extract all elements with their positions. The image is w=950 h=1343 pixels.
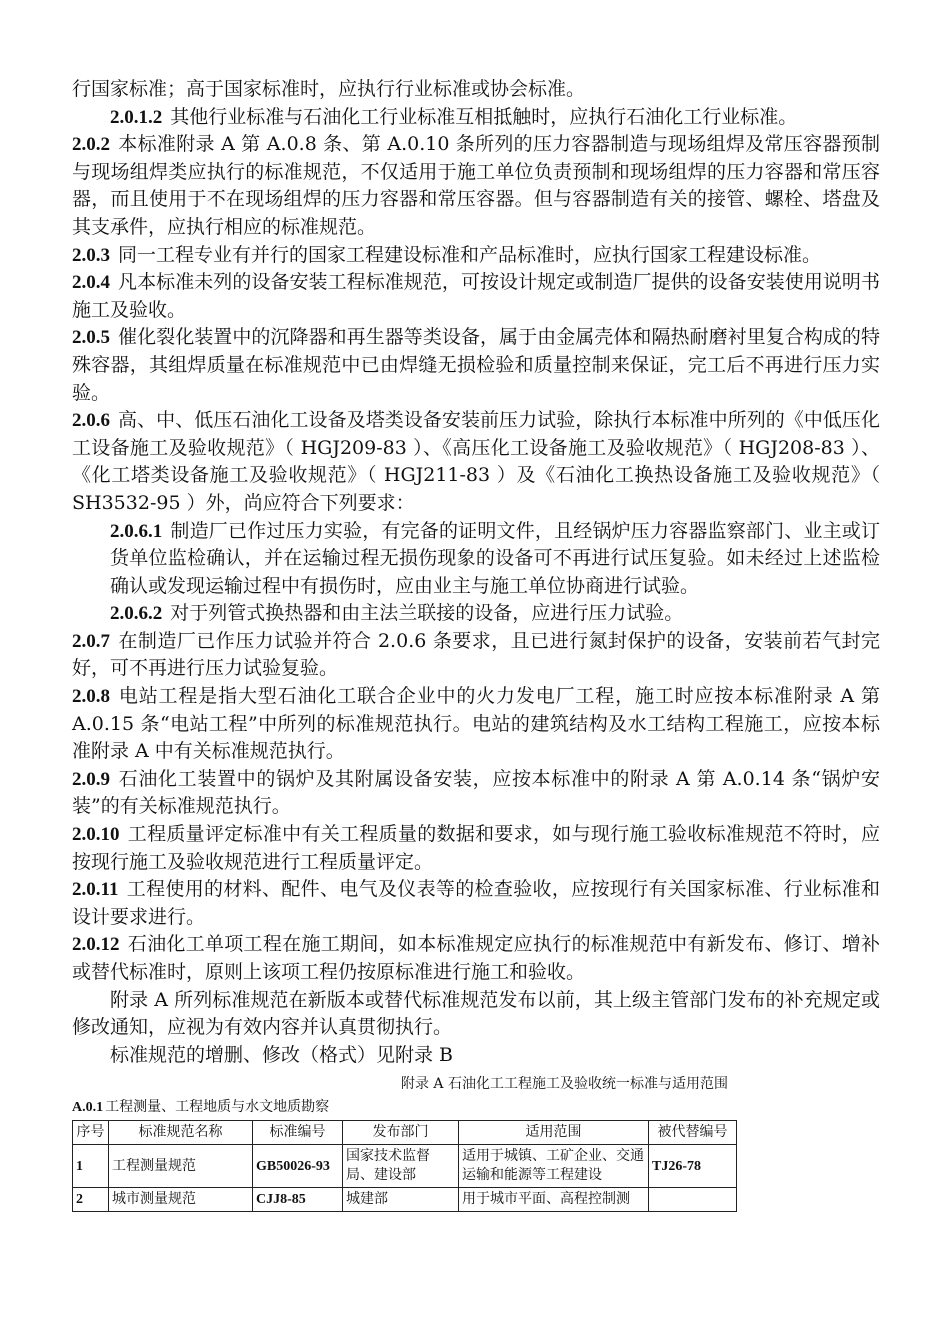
replaced-code — [649, 1188, 737, 1212]
col-header: 适用范围 — [459, 1121, 649, 1145]
clause-2-0-6-2 — [72, 600, 880, 628]
clause-text: 高、中、低压石油化工设备及塔类设备安装前压力试验，除执行本标准中所列的《中低压化工设备施工及验收规范》（ HGJ209-83 ）、《高压化工设备施工及验收规范》（ HGJ208-83 ）、《化工塔类设备施工及验收规范》（ HGJ211-83 ）及《石油化工换热设备施工及验收规范》（ SH3532-95 ）外，尚应符合下列要求： — [72, 409, 880, 514]
clause-number: 2.0.12 — [72, 934, 120, 956]
col-header: 标准规范名称 — [109, 1121, 253, 1145]
clause-number: 2.0.11 — [72, 879, 119, 901]
clause-text: 同一工程专业有并行的国家工程建设标准和产品标准时，应执行国家工程建设标准。 — [118, 243, 822, 266]
clause-text: 石油化工单项工程在施工期间，如本标准规定应执行的标准规范中有新发布、修订、增补或替代标准时，原则上该项工程仍按原标准进行施工和验收。 — [72, 933, 880, 983]
clause-number: 2.0.2 — [72, 134, 110, 156]
document-page — [72, 76, 880, 1212]
clause-2-0-12 — [72, 931, 880, 986]
clause-text: 附录 A 所列标准规范在新版本或替代标准规范发布以前，其上级主管部门发布的补充规定或修改通知，应视为有效内容并认真贯彻执行。 — [72, 988, 880, 1039]
row-number: 1 — [73, 1145, 109, 1188]
clause-2-0-8 — [72, 683, 880, 766]
scope: 适用于城镇、工矿企业、交通运输和能源等工程建设 — [459, 1145, 649, 1188]
standard-name: 工程测量规范 — [109, 1145, 253, 1188]
clause-text: 制造厂已作过压力实验，有完备的证明文件，且经锅炉压力容器监察部门、业主或订货单位监检确认，并在运输过程无损伤现象的设备可不再进行试压复验。如未经过上述监检确认或发现运输过程中有损伤时，应由业主与施工单位协商进行试验。 — [110, 519, 880, 597]
table-header-row — [73, 1121, 737, 1145]
issuing-dept: 城建部 — [343, 1188, 459, 1212]
table-row — [73, 1188, 737, 1212]
paragraph — [72, 1042, 880, 1070]
clause-text: 在制造厂已作压力试验并符合 2.0.6 条要求，且已进行氮封保护的设备，安装前若气封完好，可不再进行压力试验复验。 — [72, 629, 880, 680]
section-number: A.0.1 — [72, 1100, 104, 1116]
clause-2-0-4 — [72, 269, 880, 324]
paragraph — [72, 76, 880, 104]
clause-text: 工程质量评定标准中有关工程质量的数据和要求，如与现行施工验收标准规范不符时，应按现行施工及验收规范进行工程质量评定。 — [72, 823, 880, 873]
clause-number: 2.0.5 — [72, 327, 110, 349]
clause-number: 2.0.4 — [72, 272, 110, 294]
standard-code: CJJ8-85 — [253, 1188, 343, 1212]
clause-2-0-9 — [72, 766, 880, 821]
clause-number: 2.0.6.2 — [110, 603, 163, 625]
clause-number: 2.0.9 — [72, 768, 110, 790]
clause-number: 2.0.7 — [72, 630, 110, 652]
clause-2-0-6-1 — [72, 518, 880, 601]
clause-2-0-6 — [72, 407, 880, 517]
clause-2-0-2 — [72, 131, 880, 241]
clause-text: 本标准附录 A 第 A.0.8 条、第 A.0.10 条所列的压力容器制造与现场组焊及常压容器预制与现场组焊类应执行的标准规范，不仅适用于施工单位负责预制和现场组焊的压力容器和常压容器，而且使用于不在现场组焊的压力容器和常压容器。但与容器制造有关的接管、螺栓、塔盘及其支承件，应执行相应的标准规范。 — [72, 133, 880, 238]
clause-text: 标准规范的增删、修改（格式）见附录 B — [110, 1043, 454, 1066]
clause-2-0-7 — [72, 628, 880, 683]
clause-2-0-11 — [72, 876, 880, 931]
section-title: 工程测量、工程地质与水文地质勘察 — [105, 1099, 330, 1116]
clause-text: 行国家标准；高于国家标准时，应执行行业标准或协会标准。 — [72, 78, 586, 100]
clause-text: 其他行业标准与石油化工行业标准互相抵触时，应执行石油化工行业标准。 — [170, 105, 798, 128]
clause-2-0-5 — [72, 324, 880, 407]
scope: 用于城市平面、高程控制测 — [459, 1188, 649, 1212]
standard-code: GB50026-93 — [253, 1145, 343, 1188]
row-number: 2 — [73, 1188, 109, 1212]
standard-name: 城市测量规范 — [109, 1188, 253, 1212]
clause-number: 2.0.3 — [72, 244, 110, 266]
standards-table — [72, 1120, 737, 1212]
clause-text: 工程使用的材料、配件、电气及仪表等的检查验收，应按现行有关国家标准、行业标准和设计要求进行。 — [72, 878, 880, 928]
col-header: 标准编号 — [253, 1121, 343, 1145]
clause-text: 电站工程是指大型石油化工联合企业中的火力发电厂工程，施工时应按本标准附录 A 第 A.0.15 条“电站工程”中所列的标准规范执行。电站的建筑结构及水工结构工程施工，应按本标准附录 A 中有关标准规范执行。 — [72, 685, 880, 763]
clause-text: 凡本标准未列的设备安装工程标准规范，可按设计规定或制造厂提供的设备安装使用说明书施工及验收。 — [72, 271, 880, 321]
clause-2-0-3 — [72, 242, 880, 270]
issuing-dept: 国家技术监督局、建设部 — [343, 1145, 459, 1188]
col-header: 被代替编号 — [649, 1121, 737, 1145]
clause-number: 2.0.8 — [72, 686, 110, 708]
clause-number: 2.0.1.2 — [110, 106, 163, 128]
clause-number: 2.0.6.1 — [110, 520, 163, 542]
col-header: 序号 — [73, 1121, 109, 1145]
clause-text: 催化裂化装置中的沉降器和再生器等类设备，属于由金属壳体和隔热耐磨衬里复合构成的特殊容器，其组焊质量在标准规范中已由焊缝无损检验和质量控制来保证，完工后不再进行压力实验。 — [72, 326, 880, 404]
appendix-title: 附录 A 石油化工工程施工及验收统一标准与适用范围 — [400, 1076, 728, 1093]
clause-2-0-1-2 — [72, 104, 880, 132]
clause-text: 对于列管式换热器和由主法兰联接的设备，应进行压力试验。 — [170, 602, 684, 625]
replaced-code: TJ26-78 — [649, 1145, 737, 1188]
clause-number: 2.0.10 — [72, 824, 120, 846]
table-row — [73, 1145, 737, 1188]
clause-text: 石油化工装置中的锅炉及其附属设备安装，应按本标准中的附录 A 第 A.0.14 条“锅炉安装”的有关标准规范执行。 — [72, 767, 880, 818]
body-text — [72, 76, 880, 1069]
col-header: 发布部门 — [343, 1121, 459, 1145]
clause-number: 2.0.6 — [72, 410, 110, 432]
clause-2-0-10 — [72, 821, 880, 876]
paragraph — [72, 987, 880, 1042]
section-heading — [72, 1097, 880, 1118]
